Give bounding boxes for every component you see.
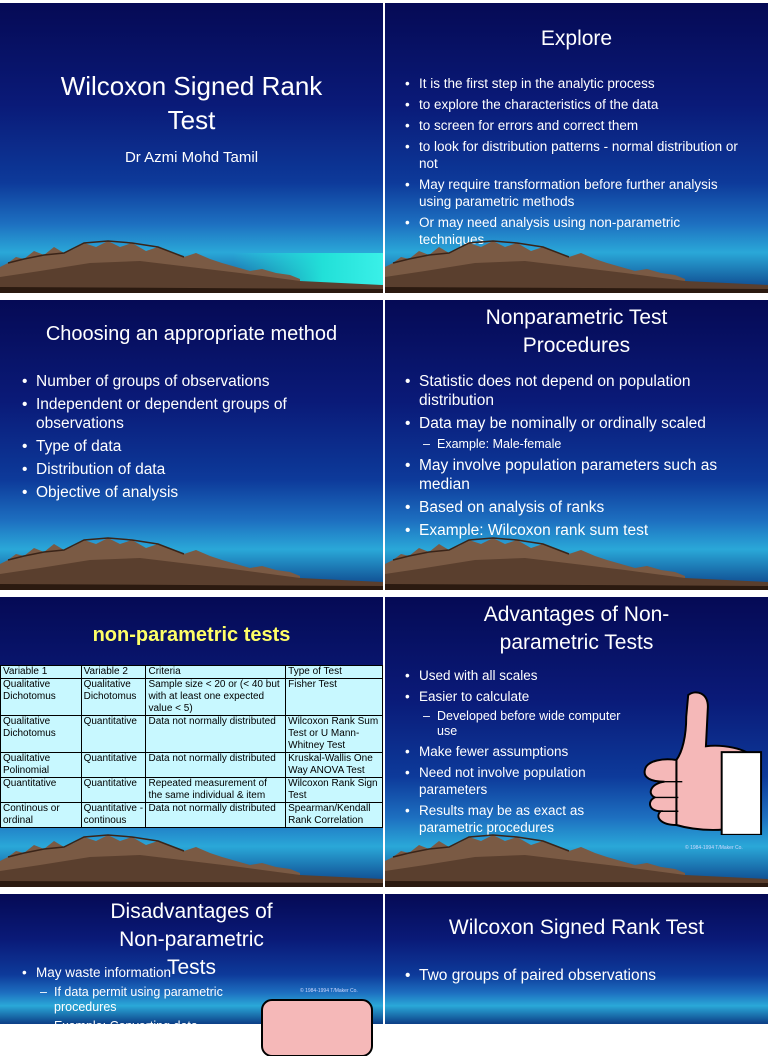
table-cell: Quantitative [81,778,146,803]
mountain-illustration [0,530,383,590]
bullet-item: • Make fewer assumptions [403,743,643,760]
sub-bullet-item: – Example: Male-female [403,437,753,452]
slide-explore [385,3,768,293]
table-cell: Fisher Test [286,679,383,716]
bullet-item: • Objective of analysis [20,483,360,502]
bullet-item: • Data may be nominally or ordinally scaled [403,414,753,433]
thumbs-up-illustration [637,687,765,835]
table-header-cell: Variable 2 [81,666,146,679]
bullet-item: • Statistic does not depend on population distribution [403,372,753,410]
bullet-list [20,372,360,506]
table-row [1,666,383,679]
slide-title-text: Disadvantages of Non-parametric Tests [110,900,273,979]
mountain-illustration [385,827,768,887]
slide-title-text: Wilcoxon Signed Rank Test [60,71,323,135]
table-cell: Quantitative [81,716,146,753]
slide-disadvantages [0,894,383,1033]
bullet-item: • to explore the characteristics of the data [403,96,743,113]
mountain-illustration [385,233,768,293]
slide-nonparametric-procedures [385,300,768,590]
slide-title [0,3,383,293]
slide-title-text: Nonparametric Test Procedures [485,306,668,357]
table-cell: Qualitative Polinomial [1,753,82,778]
table-cell: Repeated measurement of the same individual & item [146,778,286,803]
table-cell: Wilcoxon Rank Sum Test or U Mann-Whitney Test [286,716,383,753]
table-row [1,679,383,716]
bullet-item: • It is the first step in the analytic process [403,75,743,92]
bullet-item: • Distribution of data [20,460,360,479]
thumbs-down-illustration [252,996,380,1056]
table-cell: Qualitative Dichotomus [1,679,82,716]
table-cell: Data not normally distributed [146,716,286,753]
author-name: Dr Azmi Mohd Tamil [124,149,259,166]
table-header-cell: Variable 1 [1,666,82,679]
table-header-cell: Type of Test [286,666,383,679]
clipart-credit: © 1984-1994 T/Maker Co. [300,988,358,994]
table-cell: Quantitative - continous [81,803,146,828]
mountain-illustration [385,530,768,590]
table-cell: Kruskal-Wallis One Way ANOVA Test [286,753,383,778]
bullet-list [403,966,743,989]
sub-bullet-item: – Example: Converting data [20,1019,260,1034]
table-header-cell: Criteria [146,666,286,679]
bullet-list [20,964,260,1038]
table-cell: Sample size < 20 or (< 40 but with at least one expected value < 5) [146,679,286,716]
tests-table [0,665,383,828]
bullet-item: • Two groups of paired observations [403,966,743,985]
slide-choosing-method [0,300,383,590]
slide-nonparametric-tests-table [0,597,383,887]
table-cell: Wilcoxon Rank Sign Test [286,778,383,803]
slide-title-text: non-parametric tests [92,624,291,646]
bullet-item: • Based on analysis of ranks [403,498,753,517]
table-cell: Quantitative [1,778,82,803]
bullet-item: • May waste information [20,964,260,981]
bullet-item: • Number of groups of observations [20,372,360,391]
bullet-item: • Used with all scales [403,667,643,684]
bullet-list [403,75,743,252]
table-row [1,753,383,778]
mountain-illustration [0,233,383,293]
bullet-item: • Independent or dependent groups of observations [20,395,360,433]
table-cell: Spearman/Kendall Rank Correlation [286,803,383,828]
bullet-item: • to screen for errors and correct them [403,117,743,134]
bullet-item: • to look for distribution patterns - normal distribution or not [403,138,743,172]
bullet-item: • Need not involve population parameters [403,764,643,798]
slide-wilcoxon-signed-rank [385,894,768,1024]
table-cell: Quantitative [81,753,146,778]
bullet-item: • Or may need analysis using non-parametric techniques [403,214,743,248]
bullet-item: • Type of data [20,437,360,456]
sub-bullet-item: – Developed before wide computer use [403,709,643,739]
slide-title-text: Advantages of Non-parametric Tests [483,603,670,654]
slide-advantages [385,597,768,887]
table-cell: Data not normally distributed [146,803,286,828]
table-row [1,716,383,753]
table-cell: Qualitative Dichotomus [81,679,146,716]
bullet-item: • May require transformation before further analysis using parametric methods [403,176,743,210]
mountain-illustration [0,827,383,887]
slide-title-text: Wilcoxon Signed Rank Test [448,916,705,939]
slide-title-text: Explore [540,27,613,50]
bullet-item: • May involve population parameters such as median [403,456,753,494]
clipart-credit: © 1984-1994 T/Maker Co. [685,845,743,851]
bullet-item: • Example: Wilcoxon rank sum test [403,521,753,540]
bullet-list [403,372,753,544]
table-cell: Data not normally distributed [146,753,286,778]
table-row [1,778,383,803]
table-row [1,803,383,828]
bullet-list [403,667,643,840]
slide-title-text: Choosing an appropriate method [45,323,338,345]
sub-bullet-item: – If data permit using parametric procedures [20,985,260,1015]
bullet-item: • Results may be as exact as parametric procedures [403,802,643,836]
table-cell: Continous or ordinal [1,803,82,828]
bullet-item: • Easier to calculate [403,688,643,705]
table-cell: Qualitative Dichotomus [1,716,82,753]
